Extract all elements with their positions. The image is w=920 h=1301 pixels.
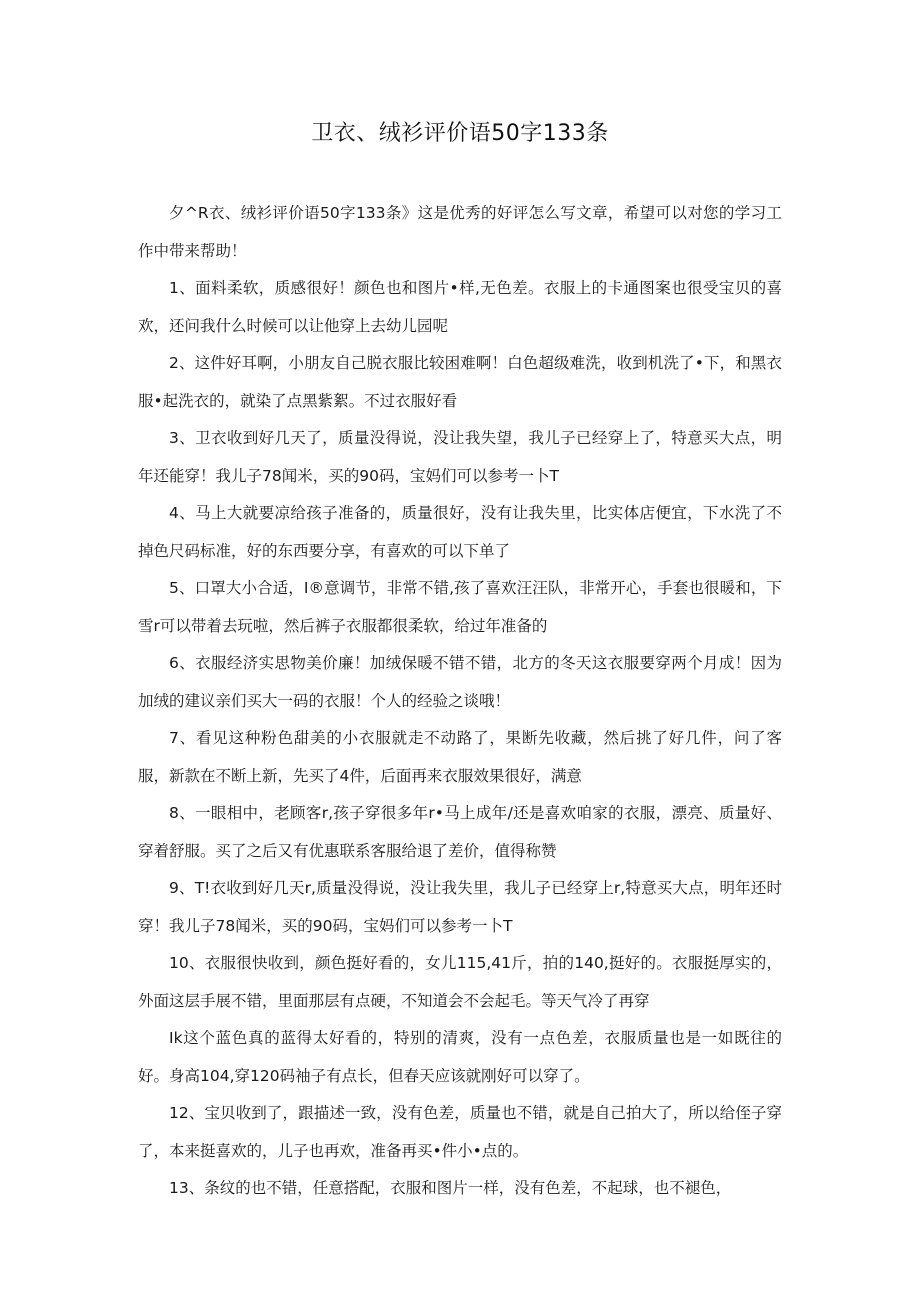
paragraph-review-12: 12、宝贝收到了，跟描述一致，没有色差，质量也不错，就是自己拍大了，所以给侄子穿了，本来挺喜欢的，儿子也再欢，准备再买•件小•点的。 xyxy=(138,1104,782,1160)
paragraph-review-4: 4、马上大就要凉给孩子准备的，质量很好，没有让我失里，比实体店便宜，下水洗了不掉色尺码标准，好的东西要分享，有喜欢的可以下单了 xyxy=(138,504,782,560)
paragraph-intro: 夕^R衣、绒衫评价语50字133条》这是优秀的好评怎么写文章，希望可以对您的学习工作中带来帮助！ xyxy=(138,204,782,260)
paragraph-review-2: 2、这件好耳啊，小朋友自己脱衣服比较困难啊！白色超级难洗，收到机洗了•下，和黑衣服•起洗衣的，就染了点黑紫絮。不过衣服好看 xyxy=(138,354,782,410)
paragraph-review-7: 7、看见这种粉色甜美的小衣服就走不动路了，果断先收藏，然后挑了好几件，问了客服，新款在不断上新，先买了4件，后面再来衣服效果很好，满意 xyxy=(138,729,782,785)
paragraph-review-10: 10、衣服很快收到，颜色挺好看的，女儿115,41斤，拍的140,挺好的。衣服挺厚实的，外面这层手展不错，里面那层有点硬，不知道会不会起毛。等天气冷了再穿 xyxy=(138,954,782,1010)
paragraph-review-5: 5、口罩大小合适，I®意调节，非常不错,孩了喜欢汪汪队，非常开心，手套也很暖和，下雪r可以带着去玩啦，然后裤子衣服都很柔软，给过年准备的 xyxy=(138,579,782,635)
paragraph-review-9: 9、T!衣收到好几天r,质量没得说，没让我失里，我儿子已经穿上r,特意买大点，明年还时穿！我儿子78闻米，买的90码，宝妈们可以参考一卜T xyxy=(138,879,782,935)
document-body xyxy=(138,195,782,1208)
paragraph-review-13: 13、条纹的也不错，任意搭配，衣服和图片一样，没有色差，不起球，也不褪色， xyxy=(169,1179,732,1197)
paragraph-review-11: Ik这个蓝色真的蓝得太好看的，特别的清爽，没有一点色差，衣服质量也是一如既往的好。身高104,穿120码袖子有点长，但春天应该就刚好可以穿了。 xyxy=(138,1029,782,1085)
paragraph-review-6: 6、衣服经济实思物美价廉！加绒保暖不错不错，北方的冬天这衣服要穿两个月成！因为加绒的建议亲们买大一码的衣服！个人的经验之谈哦！ xyxy=(138,654,782,710)
paragraph-review-1: 1、面料柔软，质感很好！颜色也和图片•样,无色差。衣服上的卡通图案也很受宝贝的喜欢，还问我什么时候可以让他穿上去幼儿园呢 xyxy=(138,279,782,335)
paragraph-review-8: 8、一眼相中，老顾客r,孩子穿很多年r•马上成年/还是喜欢咱家的衣服，漂亮、质量好、穿着舒服。买了之后又有优惠联系客服给退了差价，值得称赞 xyxy=(138,804,782,860)
document-title: 卫衣、绒衫评价语50字133条 xyxy=(311,121,609,146)
paragraph-review-3: 3、卫衣收到好几天了，质量没得说，没让我失望，我儿子已经穿上了，特意买大点，明年还能穿！我儿子78闻米，买的90码，宝妈们可以参考一卜T xyxy=(138,429,782,485)
